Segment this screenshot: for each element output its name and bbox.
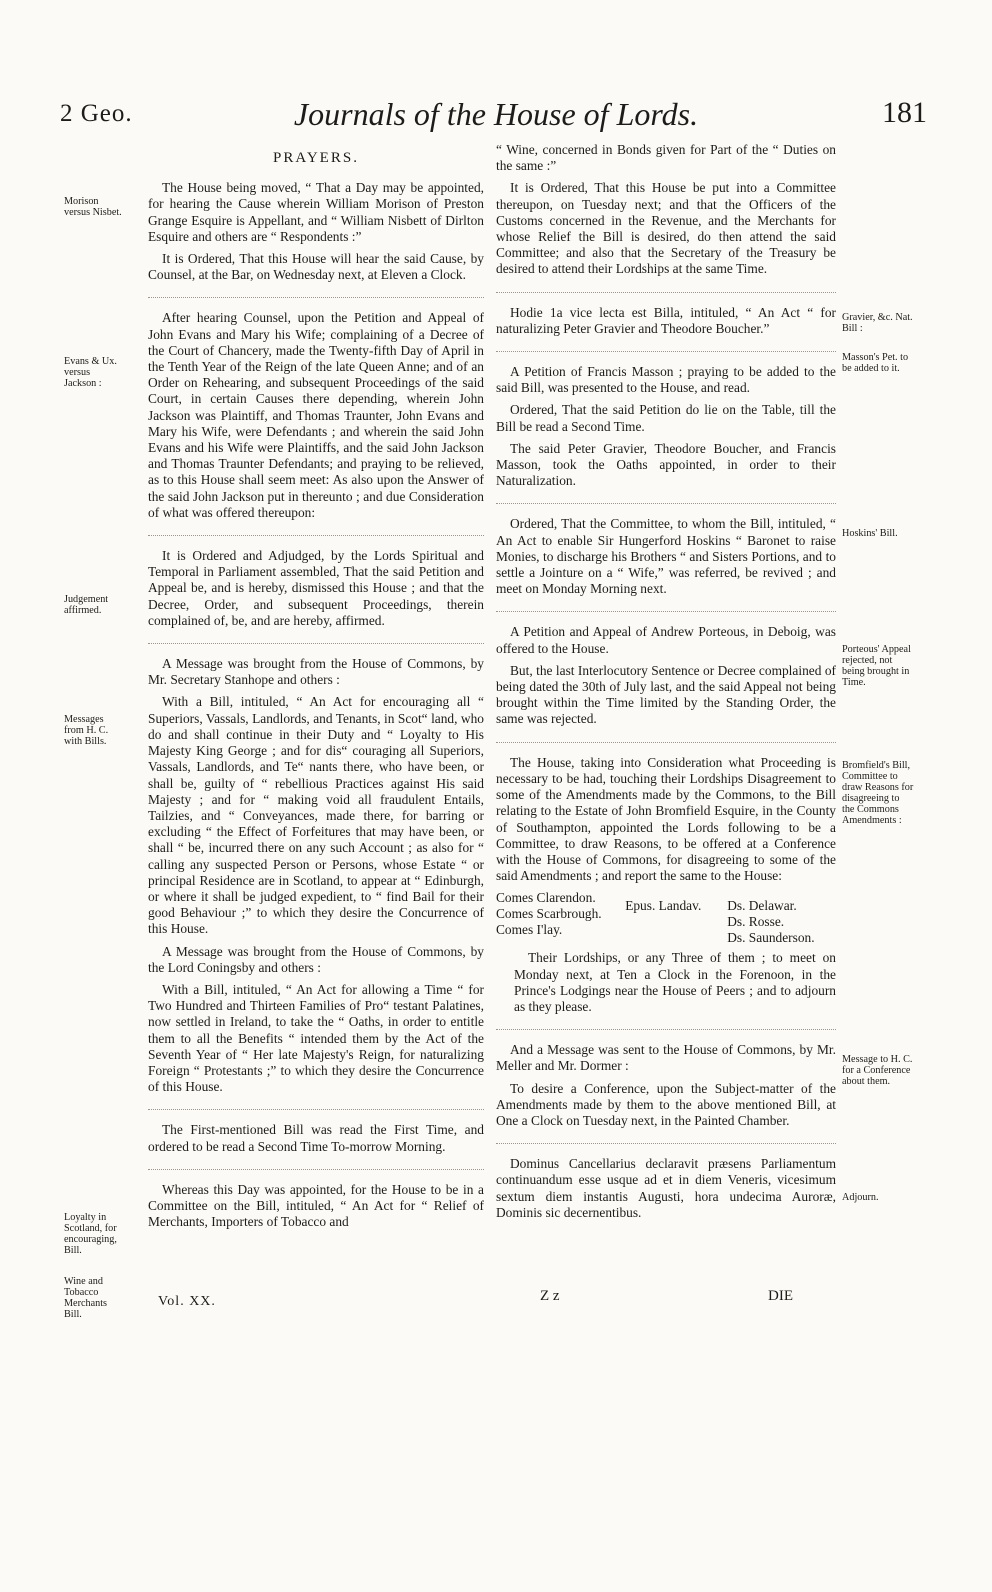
paragraph: The House being moved, “ That a Day may be appointed, for hearing the Cause wherein William Morison of Preston Grange Esquire is Appellant, and “ William Nisbett of Dirlton Esquire and others are “ Respondents :” (148, 180, 484, 244)
lord-name: Comes I'lay. (496, 922, 563, 938)
entry-wine-continued (496, 142, 836, 278)
entry-wine-tobacco (148, 1182, 484, 1231)
divider (496, 1029, 836, 1030)
entry-bromfield-bill (496, 755, 836, 1015)
divider (148, 1109, 484, 1110)
margin-note: Evans & Ux. versus Jackson : (64, 356, 117, 389)
margin-note: Porteous' Appeal rejected, not being brought in Time. (842, 644, 911, 688)
entry-hoskins-bill (496, 516, 836, 597)
divider (496, 742, 836, 743)
entry-gravier-bill (496, 305, 836, 337)
margin-note: Masson's Pet. to be added to it. (842, 352, 909, 374)
lord-name: Epus. Landav. (625, 898, 702, 914)
paragraph: A Message was brought from the House of Commons, by Mr. Secretary Stanhope and others : (148, 656, 484, 688)
paragraph: A Petition of Francis Masson ; praying to be added to the said Bill, was presented to the House, and read. (496, 364, 836, 396)
page-number: 181 (882, 96, 927, 129)
paragraph: With a Bill, intituled, “ An Act for encouraging all “ Superiors, Vassals, Landlords, and Tenants, in Scot“ land, who do and shall continue in their Duty and “ Loyalty to His Majesty King George ; and for dis“ couraging all Superiors, Vassals, Landlords, and Te“ nants there, who have been, or shall be, guilty of “ rebellious Practices against His said Majesty ; and for “ making void all fraudulent Entails, Tailzies, and “ Conveyances, made there, for barring or excluding “ the Effect of Forfeitures that may have been, or shall “ be, incurred there on any such Account ; as also for “ calling any suspected Person or Persons, whose Estate “ or principal Residence are in Scotland, to appear at “ Edinburgh, or where it shall be judged expedient, to “ find Bail for their good Behaviour ;” to which they desire the Concurrence of this House. (148, 694, 484, 937)
left-column (148, 142, 484, 1244)
paragraph: The said Peter Gravier, Theodore Boucher, and Francis Masson, took the Oaths appointed, in order to their Naturalization. (496, 440, 836, 489)
entry-messages (148, 656, 484, 1095)
divider (148, 643, 484, 644)
margin-note: Loyalty in Scotland, for encouraging, Bill. (64, 1212, 117, 1256)
lord-name: Ds. Delawar. (727, 898, 797, 914)
catchword: DIE (768, 1288, 793, 1304)
entry-message-commons (496, 1042, 836, 1129)
regnal-year: 2 Geo. (60, 100, 133, 127)
paragraph: Whereas this Day was appointed, for the House to be in a Committee on the Bill, intituled, “ An Act for “ Relief of Merchants, Importers of Tobacco and (148, 1181, 484, 1230)
paragraph: After hearing Counsel, upon the Petition and Appeal of John Evans and Mary his Wife; complaining of a Decree of the Court of Chancery, made the Twenty-fifth Day of April in the Tenth Year of the Reign of the late Queen Anne; and of an Order on Rehearing, and subsequent Proceedings of the said Court, in certain Causes there depending, wherein John Jackson was Plaintiff, and Thomas Traunter, John Evans and Mary his Wife, were Defendants ; and wherein the said John Evans and his Wife were Plaintiffs, and the said John Jackson and Thomas Traunter Defendants; and praying to be relieved, as to this House shall seem meet: As also upon the Answer of the said John Jackson put in thereunto ; and due Consideration of what was offered thereupon: (148, 310, 484, 520)
paragraph: It is Ordered, That this House will hear the said Cause, by Counsel, at the Bar, on Wednesday next, at Eleven a Clock. (148, 251, 484, 283)
committee-lords-list (496, 890, 836, 946)
paragraph: A Message was brought from the House of Commons, by the Lord Coningsby and others : (148, 943, 484, 975)
paragraph: A Petition and Appeal of Andrew Porteous, in Deboig, was offered to the House. (496, 624, 836, 656)
paragraph: To desire a Conference, upon the Subject-matter of the Amendments made by them to the above mentioned Bill, at One a Clock on Tuesday next, in the Painted Chamber. (496, 1080, 836, 1128)
paragraph: With a Bill, intituled, “ An Act for allowing a Time “ for Two Hundred and Thirteen Families of Pro“ testant Palatines, now settled in Ireland, to take the “ Oaths, in order to entitle them to all the Benefits “ intended them by the Act of the Seventh Year of “ Her late Majesty's Reign, for naturalizing Foreign “ Protestants ;” to which they desire the Concurrence of this House. (148, 981, 484, 1095)
entry-masson-petition (496, 364, 836, 489)
divider (496, 1143, 836, 1144)
paragraph: The House, taking into Consideration what Proceeding is necessary to be had, touching their Lordships Disagreement to some of the Amendments made by the Commons, to the Bill relating to the Estate of John Bromfield Esquire, in the County of Southampton, appointed the Lords following to be a Committee, to draw Reasons, to be offered at a Conference with the House of Commons, for disagreeing to some of the said Amendments ; and report the same to the House: (496, 754, 836, 884)
entry-adjourn (496, 1156, 836, 1221)
divider (496, 351, 836, 352)
signature-mark: Z z (540, 1288, 560, 1304)
paragraph: “ Wine, concerned in Bonds given for Part of the “ Duties on the same :” (496, 142, 836, 174)
margin-note: Wine and Tobacco Merchants Bill. (64, 1276, 107, 1320)
lord-name: Ds. Saunderson. (727, 930, 815, 946)
margin-note: Gravier, &c. Nat. Bill : (842, 312, 913, 334)
paragraph: It is Ordered and Adjudged, by the Lords Spiritual and Temporal in Parliament assembled, That the said Petition and Appeal be, and is hereby, dismissed this House ; and that the Decree, Order, and subsequent Proceedings, therein complained of, be, and are hereby, affirmed. (148, 548, 484, 628)
lord-name: Ds. Rosse. (727, 914, 785, 930)
paragraph: The First-mentioned Bill was read the First Time, and ordered to be read a Second Time To-morrow Morning. (148, 1122, 484, 1154)
entry-morison-nisbet (148, 180, 484, 283)
entry-evans-jackson (148, 310, 484, 521)
margin-note: Message to H. C. for a Conference about them. (842, 1054, 913, 1087)
margin-note: Hoskins' Bill. (842, 528, 898, 539)
paragraph: But, the last Interlocutory Sentence or Decree complained of being dated the 30th of July last, and the said Appeal not being brought within the Time limited by the Standing Order, the same was rejected. (496, 662, 836, 727)
margin-note: Bromfield's Bill, Committee to draw Reasons for disagreeing to the Commons Amendments : (842, 760, 914, 826)
paragraph: Their Lordships, or any Three of them ; to meet on Monday next, at Ten a Clock in the Forenoon, in the Prince's Lodgings near the House of Peers ; and to adjourn as they please. (514, 950, 836, 1014)
prayers-heading: PRAYERS. (273, 150, 359, 166)
journal-title: Journals of the House of Lords. (293, 96, 699, 132)
divider (148, 1169, 484, 1170)
entry-judgement (148, 548, 484, 629)
divider (148, 535, 484, 536)
paragraph: Ordered, That the said Petition do lie on the Table, till the Bill be read a Second Time. (496, 402, 836, 434)
divider (496, 503, 836, 504)
divider (148, 297, 484, 298)
paragraph: Ordered, That the Committee, to whom the Bill, intituled, “ An Act to enable Sir Hungerford Hoskins “ Baronet to raise Monies, to discharge his Brothers “ and Sisters Portions, and to settle a Jointure on a “ Wife,” was referred, be revived ; and meet on Monday Morning next. (496, 516, 836, 597)
margin-note: Morison versus Nisbet. (64, 196, 122, 218)
paragraph: Hodie 1a vice lecta est Billa, intituled, “ An Act “ for naturalizing Peter Gravier and Theodore Boucher.” (496, 304, 836, 336)
paragraph: Dominus Cancellarius declaravit præsens Parliamentum continuandum esse usque ad et in diem Veneris, vicesimum sextum diem instantis Augusti, hora undecima Auroræ, Dominis sic decernentibus. (496, 1156, 836, 1220)
margin-note: Adjourn. (842, 1192, 879, 1203)
lord-name: Comes Scarbrough. (496, 906, 602, 922)
divider (496, 292, 836, 293)
divider (496, 611, 836, 612)
right-column (496, 142, 836, 1235)
paragraph: And a Message was sent to the House of Commons, by Mr. Meller and Mr. Dormer : (496, 1042, 836, 1074)
paragraph: It is Ordered, That this House be put into a Committee thereupon, on Tuesday next; and that the Officers of the Customs concerned in the Revenue, and the Merchants for whose Relief the Bill is desired, do then attend the said Committee; and also that the Secretary of the Treasury be desired to attend their Lordships at the same Time. (496, 180, 836, 277)
margin-note: Messages from H. C. with Bills. (64, 714, 109, 747)
volume-number: Vol. XX. (158, 1294, 216, 1309)
running-header (0, 96, 992, 136)
lord-name: Comes Clarendon. (496, 890, 596, 906)
entry-loyalty-bill (148, 1122, 484, 1154)
margin-note: Judgement affirmed. (64, 594, 109, 616)
entry-porteous-appeal (496, 624, 836, 727)
